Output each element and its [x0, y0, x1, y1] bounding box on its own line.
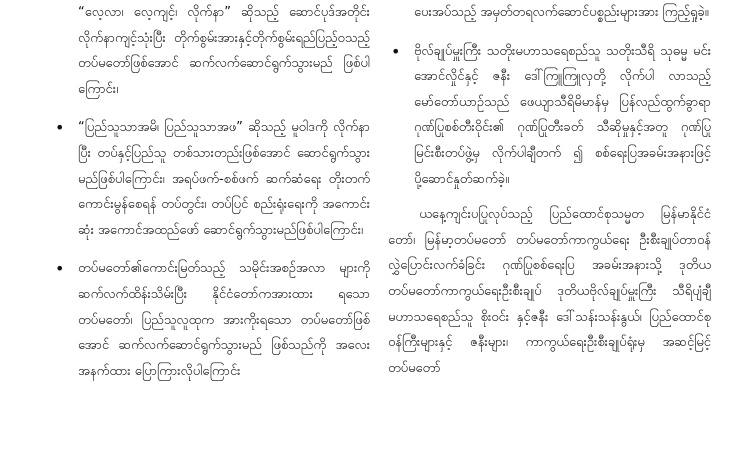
bullet-icon: •: [55, 259, 65, 279]
paragraph-continued: [388, 0, 711, 26]
paragraph-text: တပ်မတော်၏ကောင်းမြတ်သည့် သမိုင်းအစဉ်အလာ များကို ဆက်လက်ထိန်းသိမ်းပြီး နိုင်ငံတော်ကအားထား ရသော တပ်မတော်၊ ပြည်သူလူထုက အားကိုးရသော တပ်မတော်ဖြစ်အောင် ဆက်လက်ဆောင်ရွက်သွားမည် ဖြစ်သည်ကို အလေးအနက်ထား ပြောကြားလိုပါကြောင်း: [78, 261, 370, 379]
paragraph-text: ပေးအပ်သည့် အမှတ်တရလက်ဆောင်ပစ္စည်းများအား ကြည့်ရှုခဲ့။: [414, 5, 709, 20]
bullet-icon: •: [55, 118, 65, 138]
right-column: [388, 0, 711, 381]
paragraph-text: “ပြည်သူသာအမိ၊ ပြည်သူသာအဖ” ဆိုသည့် မူဝါဒကို လိုက်နာပြီး တပ်နှင့်ပြည်သူ တစ်သားတည်းဖြစ်အောင် ဆောင်ရွက်သွားမည်ဖြစ်ပါကြောင်း၊ အရပ်ဖက်-စစ်ဖက် ဆက်ဆံရေး တိုးတက်ကောင်းမွန်စေရန် တပ်တွင်း၊ တပ်ပြင် စည်းရုံးရေးကို အကောင်းဆုံး အကောင်အထည်ဖော် ဆောင်ရွက်သွားမည်ဖြစ်ပါကြောင်း၊: [78, 120, 370, 238]
paragraph-text: ဗိုလ်ချုပ်မှူးကြီး သတိုးမဟာသရေစည်သူ သတိုးသီရိ သုဓမ္မ မင်းအောင်လှိုင်နှင့် ဇနီး ဒေါ်ကြူကြူလှတို့ လိုက်ပါ လာသည့် မော်တော်ယာဉ်သည် ဖေယျာသီရိမိမာန်မှ ပြန်လည်ထွက်ခွာရာ ဂုဏ်ပြုစစ်တီးဝိုင်း၏ ဂုဏ်ပြုတီးခတ် သီဆိုမှုနှင့်အတူ ဂုဏ်ပြုမြင်းစီးတပ်ဖွဲ့မှ လိုက်ပါချီတက် ၍ စစ်ရေးပြအခမ်းအနားဖြင့် ပို့ဆောင်နှုတ်ဆက်ခဲ့။: [414, 43, 711, 187]
left-column: [52, 0, 370, 384]
paragraph-text: “လေ့လာ၊ လေ့ကျင့်၊ လိုက်နာ” ဆိုသည့် ဆောင်ပုဒ်အတိုင်း လိုက်နာကျင့်သုံးပြီး တိုက်စွမ်းအားနှင့်တိုက်စွမ်းရည်ပြည့်ဝသည့် တပ်မတော်ဖြစ်အောင် ဆက်လက်ဆောင်ရွက်သွားမည် ဖြစ်ပါကြောင်း၊: [78, 5, 370, 97]
bullet-paragraph: [52, 256, 370, 384]
paragraph-continued: [52, 0, 370, 102]
bullet-icon: •: [391, 41, 401, 61]
paragraph-text: ယနေ့ကျင်းပပြုလုပ်သည့် ပြည်ထောင်စုသမ္မတ မြန်မာနိုင်ငံတော်၊ မြန်မာ့တပ်မတော် တပ်မတော်ကာကွယ်ရေး ဦးစီးချုပ်တာဝန် လွှဲပြောင်းလက်ခံခြင်း ဂုဏ်ပြုစစ်ရေးပြ အခမ်းအနားသို့ ဒုတိယတပ်မတော်ကာကွယ်ရေးဦးစီးချုပ် ဒုတိယဗိုလ်ချုပ်မှူးကြီး သီရိပျံချီ မဟာသရေစည်သူ စိုးဝင်း နှင့်ဇနီး ဒေါ်သန်းသန်းနွယ်၊ ပြည်ထောင်စုဝန်ကြီးများနှင့် ဇနီးများ၊ ကာကွယ်ရေးဦးစီးချုပ်ရုံးမှ အဆင့်မြင့်တပ်မတော်: [388, 207, 711, 376]
bullet-paragraph: [388, 39, 711, 193]
body-paragraph: [388, 202, 711, 381]
bullet-paragraph: [52, 115, 370, 243]
